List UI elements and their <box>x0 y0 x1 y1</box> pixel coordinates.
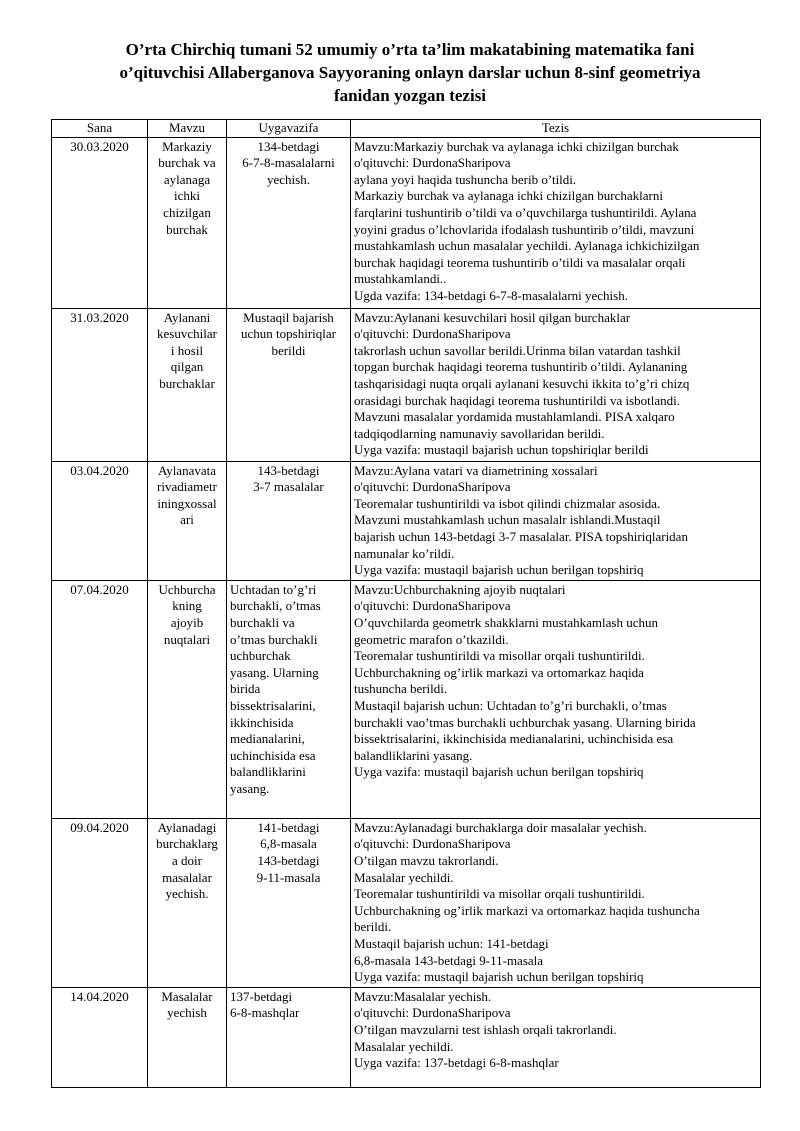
title-line-3: fanidan yozgan tezisi <box>333 86 487 105</box>
homework-line: yasang. Ularning <box>230 664 319 680</box>
thesis-line: 6,8-masala 143-betdagi 9-11-masala <box>354 952 544 968</box>
thesis-line: Uyga vazifa: mustaqil bajarish uchun berilgan topshiriq <box>354 764 644 780</box>
thesis-line: Uchburchakning og’irlik markazi va ortomarkaz haqida tushuncha <box>354 902 700 918</box>
date-cell: 30.03.2020 <box>52 137 148 308</box>
topic-line: masalalar <box>162 869 212 885</box>
homework-line: berildi <box>271 342 306 358</box>
homework-line: uchinchisida esa <box>230 747 316 763</box>
thesis-line: Uyga vazifa: mustaqil bajarish uchun berilgan topshiriq <box>354 969 644 985</box>
topic-line: kning <box>172 598 202 614</box>
header-uygavazifa: Uygavazifa <box>227 120 351 138</box>
homework-line: yasang. <box>230 780 270 796</box>
date-cell: 14.04.2020 <box>52 987 148 1087</box>
topic-line: rivadiametr <box>157 479 217 495</box>
table-row <box>52 987 761 1087</box>
thesis-line: Uyga vazifa: mustaqil bajarish uchun berilgan topshiriq <box>354 562 644 578</box>
thesis-line: yoyini gradus o’lchovlarida ifodalash tushuntirib o’tildi, mavzuni <box>354 221 695 237</box>
thesis-cell <box>351 580 761 818</box>
thesis-line: o'qituvchi: DurdonaSharipova <box>354 1005 511 1021</box>
topic-cell <box>148 987 227 1087</box>
title-line-1: O’rta Chirchiq tumani 52 umumiy o’rta ta’lim makatabining matematika fani <box>125 40 695 59</box>
table-row <box>52 818 761 987</box>
thesis-line: tashqarisidagi nuqta orqali aylanani kesuvchi ikkita to’g’ri chizq <box>354 375 690 391</box>
topic-cell <box>148 461 227 580</box>
thesis-cell <box>351 137 761 308</box>
topic-line: aylanaga <box>163 171 211 187</box>
thesis-line: bissektrisalarini, ikkinchisida medianalarini, uchinchisida esa <box>354 731 674 747</box>
homework-line: yechish. <box>267 171 310 187</box>
thesis-line: Ugda vazifa: 134-betdagi 6-7-8-masalalarni yechish. <box>354 287 628 303</box>
table-row <box>52 461 761 580</box>
thesis-line: Teoremalar tushuntirildi va misollar orqali tushuntirildi. <box>354 648 645 664</box>
topic-line: Markaziy <box>162 138 212 154</box>
thesis-line: orasidagi burchak haqidagi teorema tushuntirildi va isbotlandi. <box>354 392 681 408</box>
homework-line: 6,8-masala <box>260 836 317 852</box>
thesis-line: farqlarini tushuntirib o’tildi va o’quvchilarga tushuntirildi. Aylana <box>354 204 697 220</box>
thesis-cell <box>351 461 761 580</box>
homework-line: 137-betdagi <box>230 988 293 1004</box>
thesis-line: tadqiqodlarning namunaviy savollaridan berildi. <box>354 425 605 441</box>
thesis-line: Masalalar yechildi. <box>354 1038 454 1054</box>
document-title <box>60 38 760 107</box>
homework-line: 3-7 masalalar <box>253 479 324 495</box>
thesis-table <box>51 119 761 1088</box>
thesis-cell <box>351 987 761 1087</box>
topic-line: burchaklarg <box>156 836 218 852</box>
thesis-line: balandliklarini yasang. <box>354 747 473 763</box>
thesis-line: Mustaqil bajarish uchun: Uchtadan to’g’ri burchakli, o’tmas <box>354 697 667 713</box>
homework-line: 141-betdagi <box>257 819 320 835</box>
topic-line: Uchburcha <box>158 581 216 597</box>
topic-cell <box>148 308 227 461</box>
topic-line: burchak <box>166 221 208 237</box>
thesis-line: Mavzuni masalalar yordamida mustahlamlandi. PISA xalqaro <box>354 409 675 425</box>
homework-line: burchakli, o’tmas <box>230 598 321 614</box>
homework-line: o’tmas burchakli <box>230 631 318 647</box>
homework-line: uchun topshiriqlar <box>241 326 336 342</box>
table-row <box>52 137 761 308</box>
homework-cell <box>227 461 351 580</box>
date-cell: 07.04.2020 <box>52 580 148 818</box>
topic-cell <box>148 580 227 818</box>
date-cell: 31.03.2020 <box>52 308 148 461</box>
thesis-line: namunalar ko’rildi. <box>354 545 455 561</box>
thesis-line: burchak haqidagi teorema tushuntirib o’tildi va masalalar orqali <box>354 254 686 270</box>
thesis-line: berildi. <box>354 919 392 935</box>
thesis-line: Uchburchakning og’irlik markazi va ortomarkaz haqida <box>354 664 644 680</box>
thesis-line: Uyga vazifa: 137-betdagi 6-8-mashqlar <box>354 1055 559 1071</box>
topic-line: ichki <box>174 188 200 204</box>
topic-line: nuqtalari <box>163 631 211 647</box>
thesis-line: mustahkamlandi.. <box>354 271 447 287</box>
thesis-line: o'qituvchi: DurdonaSharipova <box>354 836 511 852</box>
thesis-line: o'qituvchi: DurdonaSharipova <box>354 155 511 171</box>
thesis-line: Mavzu:Masalalar yechish. <box>354 988 492 1004</box>
homework-line: bissektrisalarini, <box>230 697 316 713</box>
thesis-line: tushuncha berildi. <box>354 681 448 697</box>
homework-cell <box>227 308 351 461</box>
homework-line: Mustaqil bajarish <box>243 309 334 325</box>
thesis-cell <box>351 818 761 987</box>
homework-cell <box>227 987 351 1087</box>
topic-line: yechish <box>167 1005 207 1021</box>
topic-line: Aylanani <box>163 309 211 325</box>
topic-cell <box>148 137 227 308</box>
homework-line: birida <box>230 681 261 697</box>
homework-line: burchakli va <box>230 614 295 630</box>
topic-cell <box>148 818 227 987</box>
topic-line: Masalalar <box>161 988 213 1004</box>
thesis-line: Mavzu:Aylana vatari va diametrining xossalari <box>354 462 598 478</box>
homework-cell <box>227 580 351 818</box>
thesis-line: aylana yoyi haqida tushuncha berib o’tildi. <box>354 171 577 187</box>
topic-line: ari <box>180 512 194 528</box>
topic-line: iningxossal <box>157 495 217 511</box>
homework-line: 9-11-masala <box>256 869 321 885</box>
thesis-line: takrorlash uchun savollar berildi.Urinma bilan vatardan tashkil <box>354 342 681 358</box>
homework-line: Uchtadan to’g’ri <box>230 581 317 597</box>
thesis-line: mustahkamlash uchun masalalar yechildi. Aylanaga ichkichizilgan <box>354 238 700 254</box>
thesis-line: o'qituvchi: DurdonaSharipova <box>354 479 511 495</box>
thesis-line: O’quvchilarda geometrk shakklarni mustahkamlash uchun <box>354 614 658 630</box>
thesis-line: Uyga vazifa: mustaqil bajarish uchun topshiriqlar berildi <box>354 442 649 458</box>
thesis-line: O’tilgan mavzularni test ishlash orqali takrorlandi. <box>354 1021 617 1037</box>
thesis-cell <box>351 308 761 461</box>
topic-line: kesuvchilar <box>157 326 217 342</box>
header-sana: Sana <box>52 120 148 138</box>
topic-line: chizilgan <box>163 204 211 220</box>
thesis-line: bajarish uchun 143-betdagi 3-7 masalalar. PISA topshiriqlaridan <box>354 528 688 544</box>
thesis-line: o'qituvchi: DurdonaSharipova <box>354 326 511 342</box>
title-line-2: o’qituvchisi Allaberganova Sayyoraning onlayn darslar uchun 8-sinf geometriya <box>119 63 701 82</box>
header-tezis: Tezis <box>351 120 761 138</box>
thesis-line: o'qituvchi: DurdonaSharipova <box>354 598 511 614</box>
topic-line: ajoyib <box>170 614 204 630</box>
table-header-row <box>52 120 761 138</box>
topic-line: Aylanadagi <box>157 819 217 835</box>
thesis-line: Teoremalar tushuntirildi va isbot qilindi chizmalar asosida. <box>354 495 661 511</box>
homework-line: 6-8-mashqlar <box>230 1005 300 1021</box>
homework-line: 143-betdagi <box>257 852 320 868</box>
thesis-line: Mavzu:Aylanani kesuvchilari hosil qilgan burchaklar <box>354 309 631 325</box>
table-row <box>52 580 761 818</box>
thesis-line: geometric marafon o’tkazildi. <box>354 631 509 647</box>
homework-line: 6-7-8-masalalarni <box>242 155 335 171</box>
date-cell: 09.04.2020 <box>52 818 148 987</box>
thesis-line: Teoremalar tushuntirildi va misollar orqali tushuntirildi. <box>354 886 645 902</box>
thesis-line: topgan burchak haqidagi teorema tushuntirib o’tildi. Aylananing <box>354 359 688 375</box>
homework-line: 134-betdagi <box>257 138 320 154</box>
homework-line: 143-betdagi <box>257 462 320 478</box>
header-mavzu: Mavzu <box>148 120 227 138</box>
topic-line: burchaklar <box>159 375 215 391</box>
thesis-line: O’tilgan mavzu takrorlandi. <box>354 852 499 868</box>
homework-cell <box>227 818 351 987</box>
topic-line: yechish. <box>165 886 209 902</box>
thesis-line: Mavzu:Aylanadagi burchaklarga doir masalalar yechish. <box>354 819 647 835</box>
table-row <box>52 308 761 461</box>
topic-line: qilgan <box>170 359 204 375</box>
homework-line: balandliklarini <box>230 764 306 780</box>
homework-line: uchburchak <box>230 648 291 664</box>
homework-line: medianalarini, <box>230 731 305 747</box>
homework-cell <box>227 137 351 308</box>
homework-line: ikkinchisida <box>230 714 294 730</box>
topic-line: a doir <box>172 852 202 868</box>
thesis-line: Mavzu:Uchburchakning ajoyib nuqtalari <box>354 581 566 597</box>
thesis-line: Mustaqil bajarish uchun: 141-betdagi <box>354 935 549 951</box>
thesis-line: Mavzu:Markaziy burchak va aylanaga ichki chizilgan burchak <box>354 138 679 154</box>
thesis-line: Masalalar yechildi. <box>354 869 454 885</box>
date-cell: 03.04.2020 <box>52 461 148 580</box>
thesis-line: Mavzuni mustahkamlash uchun masalalr ishlandi.Mustaqil <box>354 512 661 528</box>
topic-line: Aylanavata <box>158 462 216 478</box>
topic-line: burchak va <box>158 155 216 171</box>
thesis-line: Markaziy burchak va aylanaga ichki chizilgan burchaklarni <box>354 188 663 204</box>
thesis-line: burchakli vao’tmas burchakli uchburchak yasang. Ularning birida <box>354 714 696 730</box>
topic-line: i hosil <box>170 342 204 358</box>
